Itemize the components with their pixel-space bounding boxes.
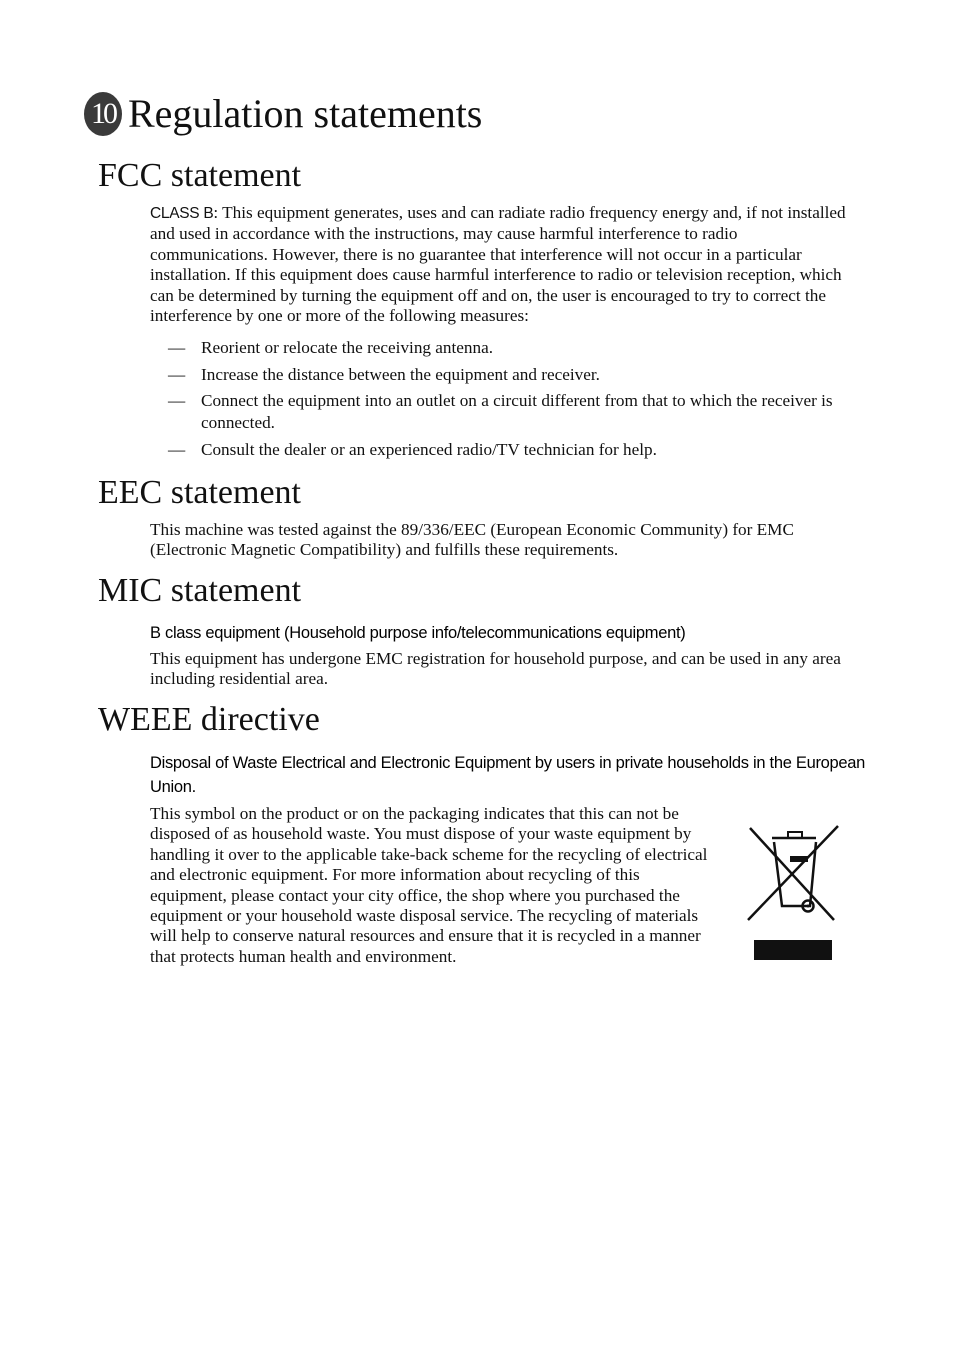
fcc-class-label: CLASS B (150, 205, 214, 222)
measure-text: Increase the distance between the equipment and receiver. (201, 364, 600, 384)
fcc-intro-text: : This equipment generates, uses and can radiate radio frequency energy and, if not installed and used in accordance with the instructions, may cause harmful interference to radio communications. However, there is no guarantee that interference will not occur in a particular installation. If this equipment does cause harmful interference to radio or television reception, which can be determined by turning the equipment off and on, the user is encouraged to try to correct the interference by one or more of the following measures: (150, 203, 846, 326)
dash-mark: — (168, 439, 186, 459)
weee-heading: WEEE directive (98, 701, 320, 738)
list-item (168, 439, 858, 461)
mic-body: This equipment has undergone EMC registration for household purpose, and can be used in any area including residential area. (150, 649, 841, 689)
fcc-heading: FCC statement (98, 157, 302, 194)
measure-text: Consult the dealer or an experienced radio/TV technician for help. (201, 439, 657, 459)
list-item (168, 390, 858, 434)
crossed-out-wheelie-bin-icon (744, 822, 844, 964)
weee-body: This symbol on the product or on the packaging indicates that this can not be disposed of as household waste. You must dispose of your waste equipment by handling it over to the applicable take-back scheme for the recycling of electrical and electronic equipment. For more information about recycling of this equipment, please contact your city office, the shop where you purchased the equipment or your household waste disposal service. The recycling of materials will help to conserve natural resources and ensure that it is recycled in a manner that protects human health and environment. (150, 804, 708, 966)
list-item (168, 364, 858, 386)
mic-heading: MIC statement (98, 572, 302, 609)
dash-mark: — (168, 391, 186, 410)
eec-heading: EEC statement (98, 474, 302, 511)
eec-body: This machine was tested against the 89/336/EEC (European Economic Community) for EMC (Electronic Magnetic Compatibility) and fulfills these requirements. (150, 520, 794, 560)
chapter-title: Regulation statements (128, 91, 483, 136)
chapter-header (84, 92, 482, 136)
dash-mark: — (168, 364, 186, 384)
measure-text: Connect the equipment into an outlet on a circuit different from that to which the receiver is connected. (201, 391, 833, 432)
chapter-number-badge: 10 (84, 92, 122, 136)
weee-subheading: Disposal of Waste Electrical and Electronic Equipment by users in private households in the European Union. (150, 754, 866, 796)
mic-subheading: B class equipment (Household purpose info/telecommunications equipment) (150, 624, 686, 642)
list-item (168, 337, 858, 359)
dash-mark: — (168, 338, 186, 357)
fcc-measures-list (168, 337, 858, 465)
measure-text: Reorient or relocate the receiving antenna. (201, 338, 494, 357)
fcc-intro (150, 203, 856, 326)
